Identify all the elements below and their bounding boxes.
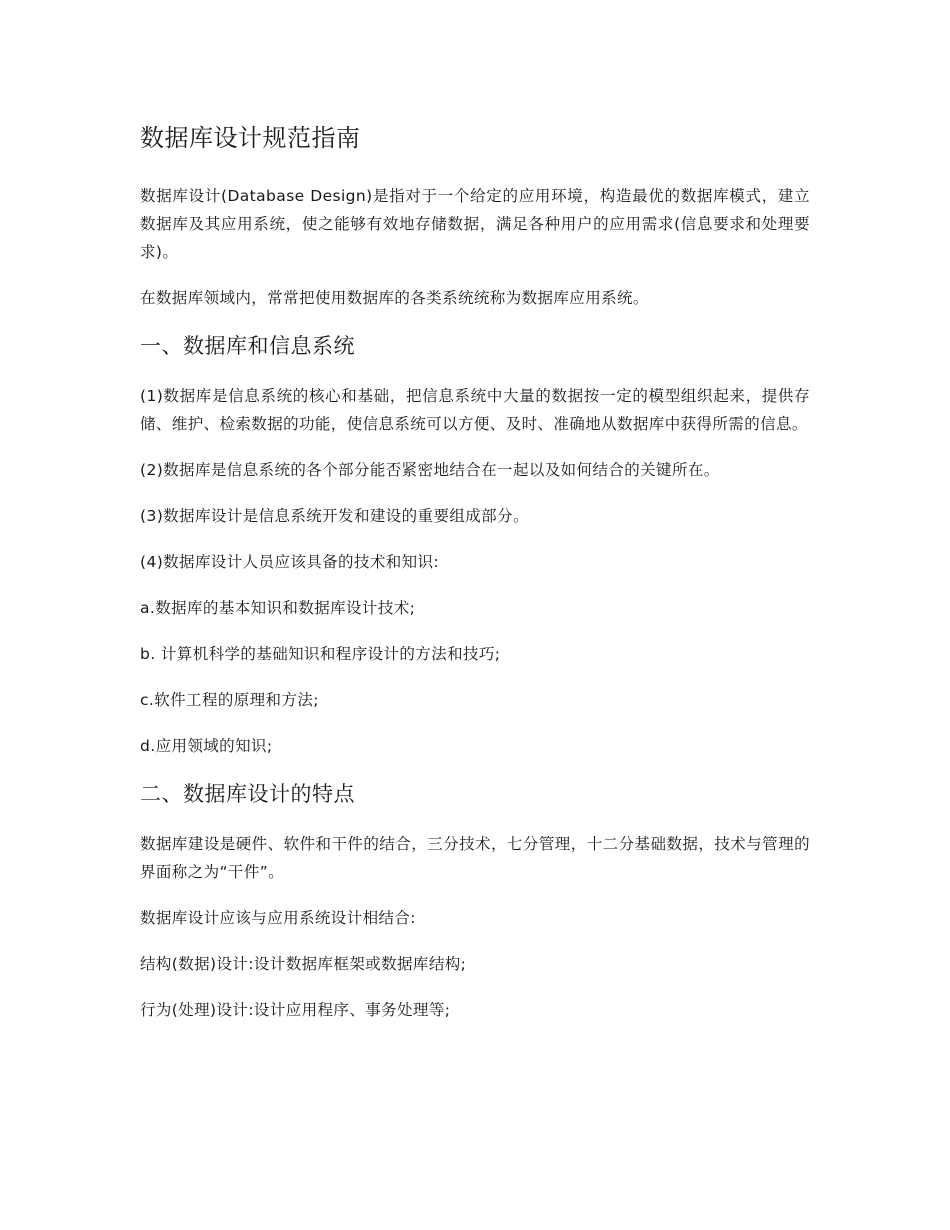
body-paragraph: (2)数据库是信息系统的各个部分能否紧密地结合在一起以及如何结合的关键所在。: [140, 461, 720, 479]
body-paragraph: 行为(处理)设计:设计应用程序、事务处理等;: [140, 1001, 451, 1019]
list-item: a.数据库的基本知识和数据库设计技术;: [140, 599, 416, 617]
list-item: b. 计算机科学的基础知识和程序设计的方法和技巧;: [140, 645, 501, 663]
body-paragraph: 数据库设计应该与应用系统设计相结合:: [140, 909, 416, 927]
document-page: [140, 118, 810, 1042]
body-paragraph: (1)数据库是信息系统的核心和基础，把信息系统中大量的数据按一定的模型组织起来，提供存储、维护、检索数据的功能，使信息系统可以方便、及时、准确地从数据库中获得所需的信息。: [140, 387, 810, 433]
section-heading: 二、数据库设计的特点: [140, 782, 355, 806]
body-paragraph: (4)数据库设计人员应该具备的技术和知识:: [140, 553, 440, 571]
document-title: 数据库设计规范指南: [140, 124, 361, 152]
intro-paragraph: 在数据库领域内，常常把使用数据库的各类系统统称为数据库应用系统。: [140, 289, 649, 307]
intro-paragraph: 数据库设计(Database Design)是指对于一个给定的应用环境，构造最优的数据库模式，建立数据库及其应用系统，使之能够有效地存储数据，满足各种用户的应用需求(信息要求和处理要求)。: [140, 187, 810, 261]
body-paragraph: (3)数据库设计是信息系统开发和建设的重要组成部分。: [140, 507, 529, 525]
list-item: d.应用领域的知识;: [140, 737, 273, 755]
body-paragraph: 结构(数据)设计:设计数据库框架或数据库结构;: [140, 955, 467, 973]
body-paragraph: 数据库建设是硬件、软件和干件的结合，三分技术，七分管理，十二分基础数据，技术与管理的界面称之为“干件”。: [140, 835, 810, 881]
section-heading: 一、数据库和信息系统: [140, 334, 355, 358]
list-item: c.软件工程的原理和方法;: [140, 691, 319, 709]
